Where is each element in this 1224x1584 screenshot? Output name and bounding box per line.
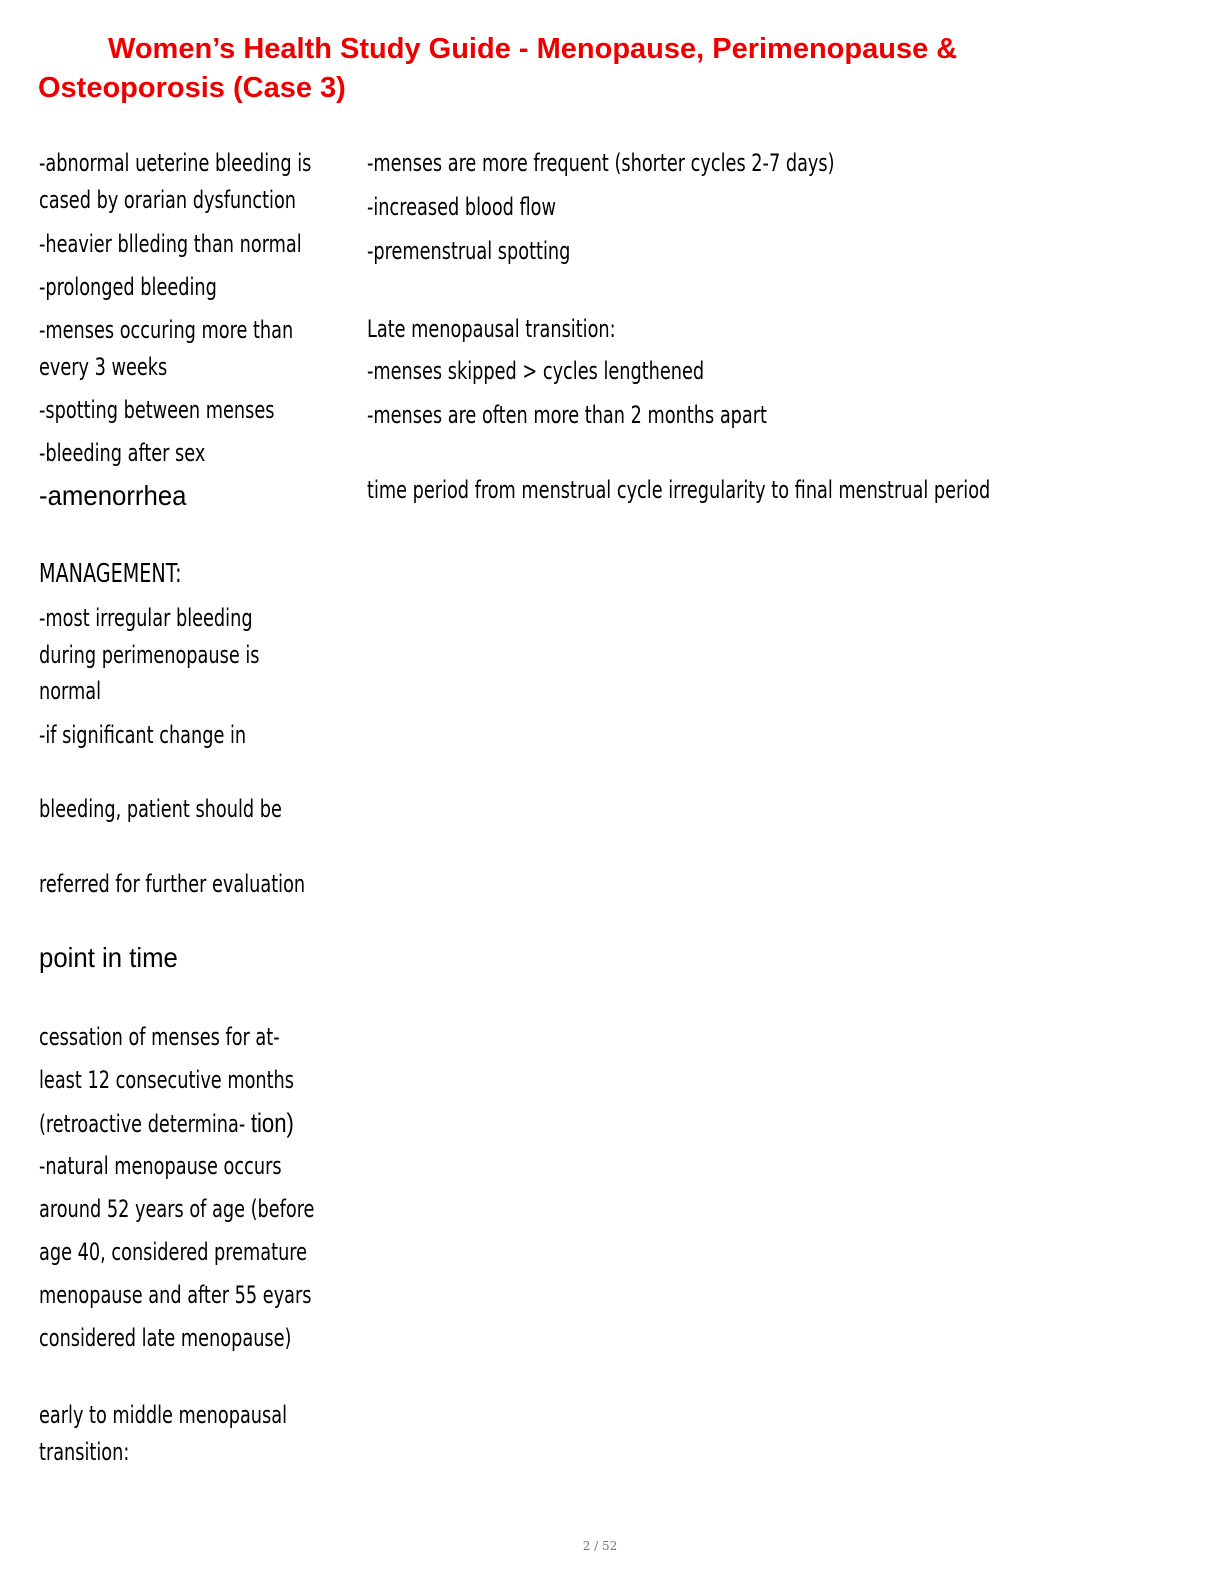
text-line: point in time	[39, 942, 178, 973]
text-line: Late menopausal transition:	[367, 315, 616, 343]
text-line: normal	[39, 677, 101, 705]
text-fragment: (retroactive determina-	[39, 1110, 246, 1138]
text-line	[39, 1105, 294, 1142]
text-line: -prolonged bleeding	[39, 273, 217, 301]
text-line: -spotting between menses	[39, 396, 275, 424]
text-line: early to middle menopausal	[39, 1401, 288, 1429]
text-line: -menses are more frequent (shorter cycles 2-7 days)	[367, 149, 835, 177]
text-line: -increased blood flow	[367, 193, 556, 221]
text-line: -natural menopause occurs	[39, 1152, 282, 1180]
text-line: -heavier blleding than normal	[39, 230, 302, 258]
text-line: bleeding, patient should be	[39, 795, 282, 823]
text-line: referred for further evaluation	[39, 870, 306, 898]
text-line: time period from menstrual cycle irregularity to final menstrual period	[367, 476, 991, 504]
text-line: age 40, considered premature	[39, 1238, 308, 1266]
text-line: -abnormal ueterine bleeding is	[39, 149, 312, 177]
text-line: -premenstrual spotting	[367, 237, 571, 265]
text-line: during perimenopause is	[39, 641, 260, 669]
text-line: -most irregular bleeding	[39, 604, 253, 632]
text-line: transition:	[39, 1438, 130, 1466]
text-line: -menses are often more than 2 months apart	[367, 401, 767, 429]
text-line: cessation of menses for at-	[39, 1023, 280, 1051]
title-line-1: Women’s Health Study Guide - Menopause, Perimenopause &	[108, 33, 958, 65]
text-line: -menses skipped > cycles lengthened	[367, 357, 705, 385]
text-line: least 12 consecutive months	[39, 1066, 295, 1094]
text-line: -menses occuring more than	[39, 316, 294, 344]
text-line: -amenorrhea	[39, 480, 187, 511]
text-line: around 52 years of age (before	[39, 1195, 315, 1223]
text-line: considered late menopause)	[39, 1324, 292, 1352]
text-line: -bleeding after sex	[39, 439, 206, 467]
title-line-2: Osteoporosis (Case 3)	[38, 72, 346, 104]
text-fragment: tion)	[250, 1108, 294, 1138]
section-heading: MANAGEMENT:	[39, 559, 182, 589]
text-line: every 3 weeks	[39, 353, 168, 381]
text-line: cased by orarian dysfunction	[39, 186, 297, 214]
text-line: -if significant change in	[39, 721, 247, 749]
document-title	[38, 30, 1138, 108]
page-number: 2 / 52	[582, 1539, 618, 1553]
text-line: menopause and after 55 eyars	[39, 1281, 312, 1309]
